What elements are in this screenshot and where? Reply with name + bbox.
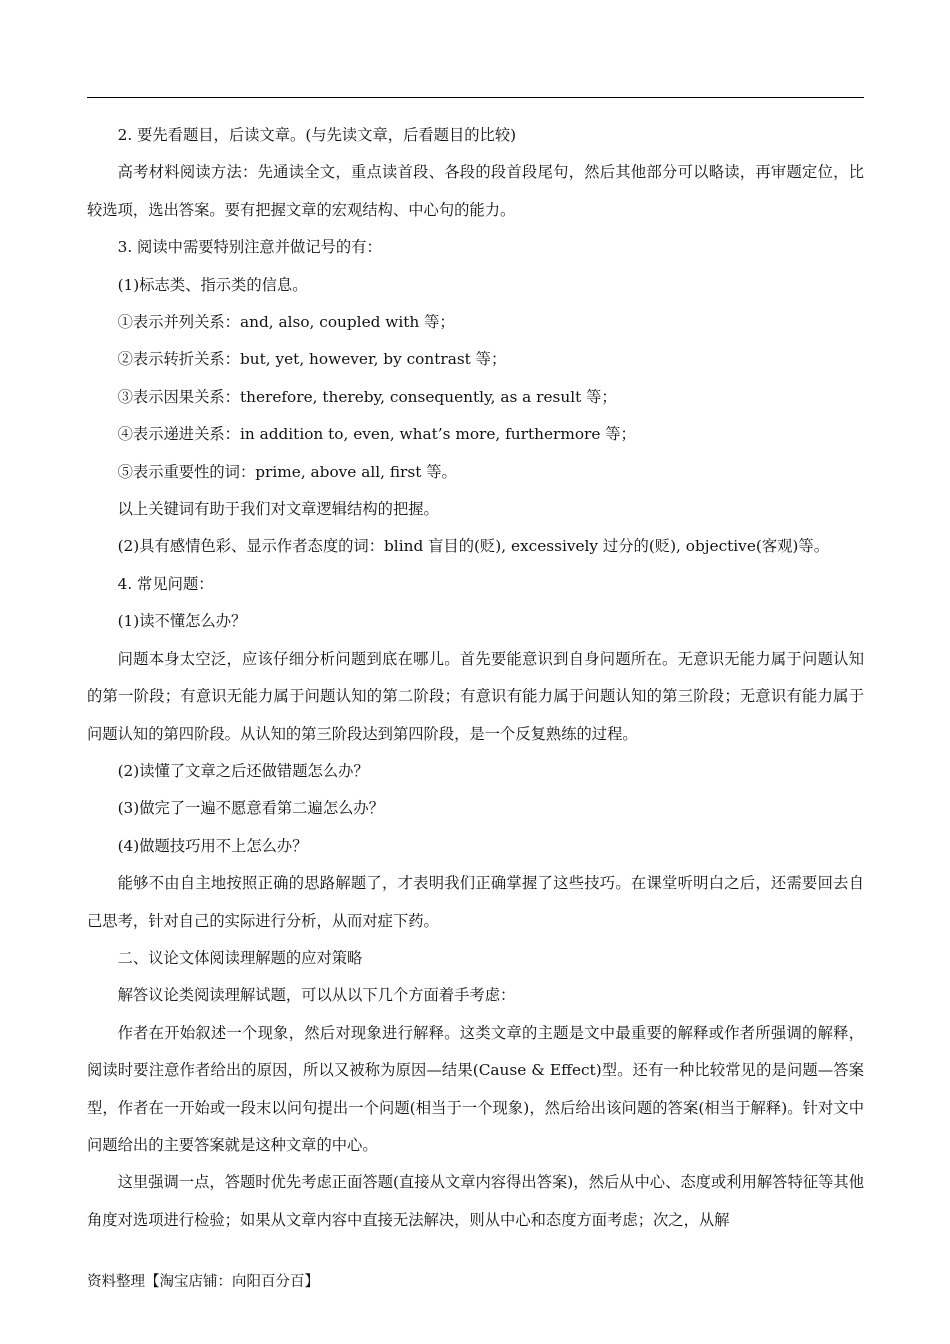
page-footer: 资料整理【淘宝店铺：向阳百分百】 (87, 1274, 319, 1290)
paragraph: (1)标志类、指示类的信息。 (117, 275, 308, 294)
paragraph: 2. 要先看题目，后读文章。(与先读文章，后看题目的比较) (117, 126, 517, 144)
paragraph: 3. 阅读中需要特别注意并做记号的有： (117, 238, 382, 257)
document-body (87, 117, 864, 1239)
paragraph: ①表示并列关系：and, also, coupled with 等； (117, 313, 455, 332)
paragraph: (2)具有感情色彩、显示作者态度的词：blind 盲目的(贬), excessively 过分的(贬), objective(客观)等。 (117, 537, 829, 556)
paragraph: 以上关键词有助于我们对文章逻辑结构的把握。 (117, 500, 439, 519)
paragraph: (1)读不懂怎么办？ (117, 612, 247, 631)
paragraph: 问题本身太空泛，应该仔细分析问题到底在哪儿。首先要能意识到自身问题所在。无意识无能力属于问题认知的第一阶段；有意识无能力属于问题认知的第二阶段；有意识有能力属于问题认知的第三阶段；无意识有能力属于问题认知的第四阶段。从认知的第三阶段达到第四阶段，是一个反复熟练的过程。 (87, 649, 864, 743)
paragraph: (4)做题技巧用不上怎么办？ (117, 836, 308, 855)
paragraph: (2)读懂了文章之后还做错题怎么办？ (117, 761, 369, 780)
section-heading: 二、议论文体阅读理解题的应对策略 (117, 948, 363, 967)
paragraph: 这里强调一点，答题时优先考虑正面答题(直接从文章内容得出答案)，然后从中心、态度或利用解答特征等其他角度对选项进行检验；如果从文章内容中直接无法解决，则从中心和态度方面考虑；次之，从解 (87, 1173, 864, 1229)
paragraph: ②表示转折关系：but, yet, however, by contrast 等； (117, 350, 507, 369)
header-rule (87, 97, 864, 98)
paragraph: (3)做完了一遍不愿意看第二遍怎么办？ (117, 799, 385, 818)
paragraph: ④表示递进关系：in addition to, even, what’s more, furthermore 等； (117, 425, 636, 444)
paragraph: 能够不由自主地按照正确的思路解题了，才表明我们正确掌握了这些技巧。在课堂听明白之后，还需要回去自己思考，针对自己的实际进行分析，从而对症下药。 (87, 874, 864, 930)
paragraph: 解答议论类阅读理解试题，可以从以下几个方面着手考虑： (117, 986, 516, 1005)
paragraph: 4. 常见问题： (117, 574, 214, 593)
paragraph: 作者在开始叙述一个现象，然后对现象进行解释。这类文章的主题是文中最重要的解释或作者所强调的解释，阅读时要注意作者给出的原因，所以又被称为原因—结果(Cause & Effect)型。还有一种比较常见的是问题—答案型，作者在一开始或一段末以问句提出一个问题(相当于一个现象)，然后给出该问题的答案(相当于解释)。针对文中问题给出的主要答案就是这种文章的中心。 (87, 1023, 864, 1154)
paragraph: ③表示因果关系：therefore, thereby, consequently, as a result 等； (117, 387, 617, 406)
paragraph: 高考材料阅读方法：先通读全文，重点读首段、各段的段首段尾句，然后其他部分可以略读，再审题定位，比较选项，选出答案。要有把握文章的宏观结构、中心句的能力。 (87, 163, 864, 219)
paragraph: ⑤表示重要性的词：prime, above all, first 等。 (117, 462, 457, 481)
